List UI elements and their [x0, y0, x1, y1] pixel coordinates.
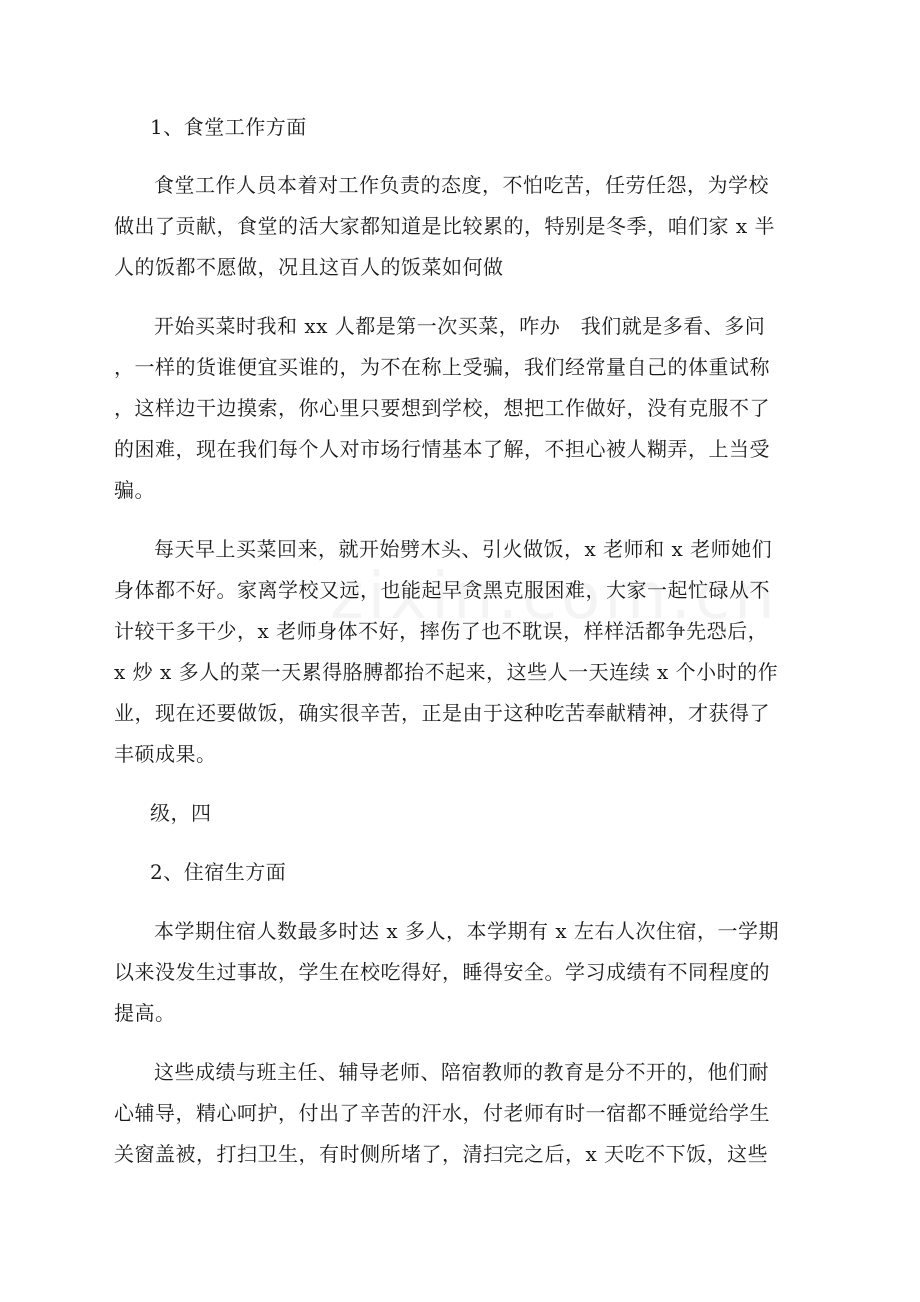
paragraph-line: 每天早上买菜回来，就开始劈木头、引火做饭，x 老师和 x 老师她们 — [154, 537, 773, 561]
paragraph-line: ，一样的货谁便宜买谁的，为不在称上受骗，我们经常量自己的体重试称 — [114, 355, 770, 379]
paragraph-line: 提高。 — [114, 1001, 176, 1025]
paragraph-line: 级，四 — [150, 801, 212, 825]
paragraph-line: 以来没发生过事故，学生在校吃得好，睡得安全。学习成绩有不同程度的 — [114, 960, 770, 984]
paragraph-line: 做出了贡献，食堂的活大家都知道是比较累的，特别是冬季，咱们家 x 半 — [114, 214, 775, 238]
paragraph-line: ，这样边干边摸索，你心里只要想到学校，想把工作做好，没有克服不了 — [114, 396, 770, 420]
paragraph-line: 关窗盖被，打扫卫生，有时侧所堵了，清扫完之后，x 天吃不下饭，这些 — [114, 1142, 769, 1166]
paragraph-line: 心辅导，精心呵护，付出了辛苦的汗水，付老师有时一宿都不睡觉给学生 — [114, 1101, 770, 1125]
paragraph-line: 身体都不好。家离学校又远，也能起早贪黑克服困难，大家一起忙碌从不 — [114, 578, 770, 602]
section-heading-dormitory: 2、住宿生方面 — [150, 860, 287, 884]
paragraph-line: 开始买菜时我和 xx 人都是第一次买菜，咋办 我们就是多看、多问 — [154, 314, 766, 338]
paragraph-line: 本学期住宿人数最多时达 x 多人，本学期有 x 左右人次住宿，一学期 — [154, 919, 779, 943]
paragraph-line: 食堂工作人员本着对工作负责的态度，不怕吃苦，任劳任怨，为学校 — [154, 173, 769, 197]
paragraph-line: 丰硕成果。 — [114, 742, 217, 766]
paragraph-line: 这些成绩与班主任、辅导老师、陪宿教师的教育是分不开的，他们耐 — [154, 1060, 769, 1084]
paragraph-line: 人的饭都不愿做，况且这百人的饭菜如何做 — [114, 255, 504, 279]
paragraph-line: x 炒 x 多人的菜一天累得胳膊都抬不起来，这些人一天连续 x 个小时的作 — [114, 660, 779, 684]
paragraph-line: 的困难，现在我们每个人对市场行情基本了解，不担心被人糊弄，上当受 — [114, 437, 770, 461]
paragraph-line: 骗。 — [114, 478, 155, 502]
document-page — [114, 0, 806, 1302]
paragraph-line: 业，现在还要做饭，确实很辛苦，正是由于这种吃苦奉献精神，才获得了 — [114, 701, 770, 725]
paragraph-line: 计较干多干少，x 老师身体不好，摔伤了也不耽误，样样活都争先恐后， — [114, 619, 769, 643]
section-heading-canteen: 1、食堂工作方面 — [150, 115, 307, 139]
